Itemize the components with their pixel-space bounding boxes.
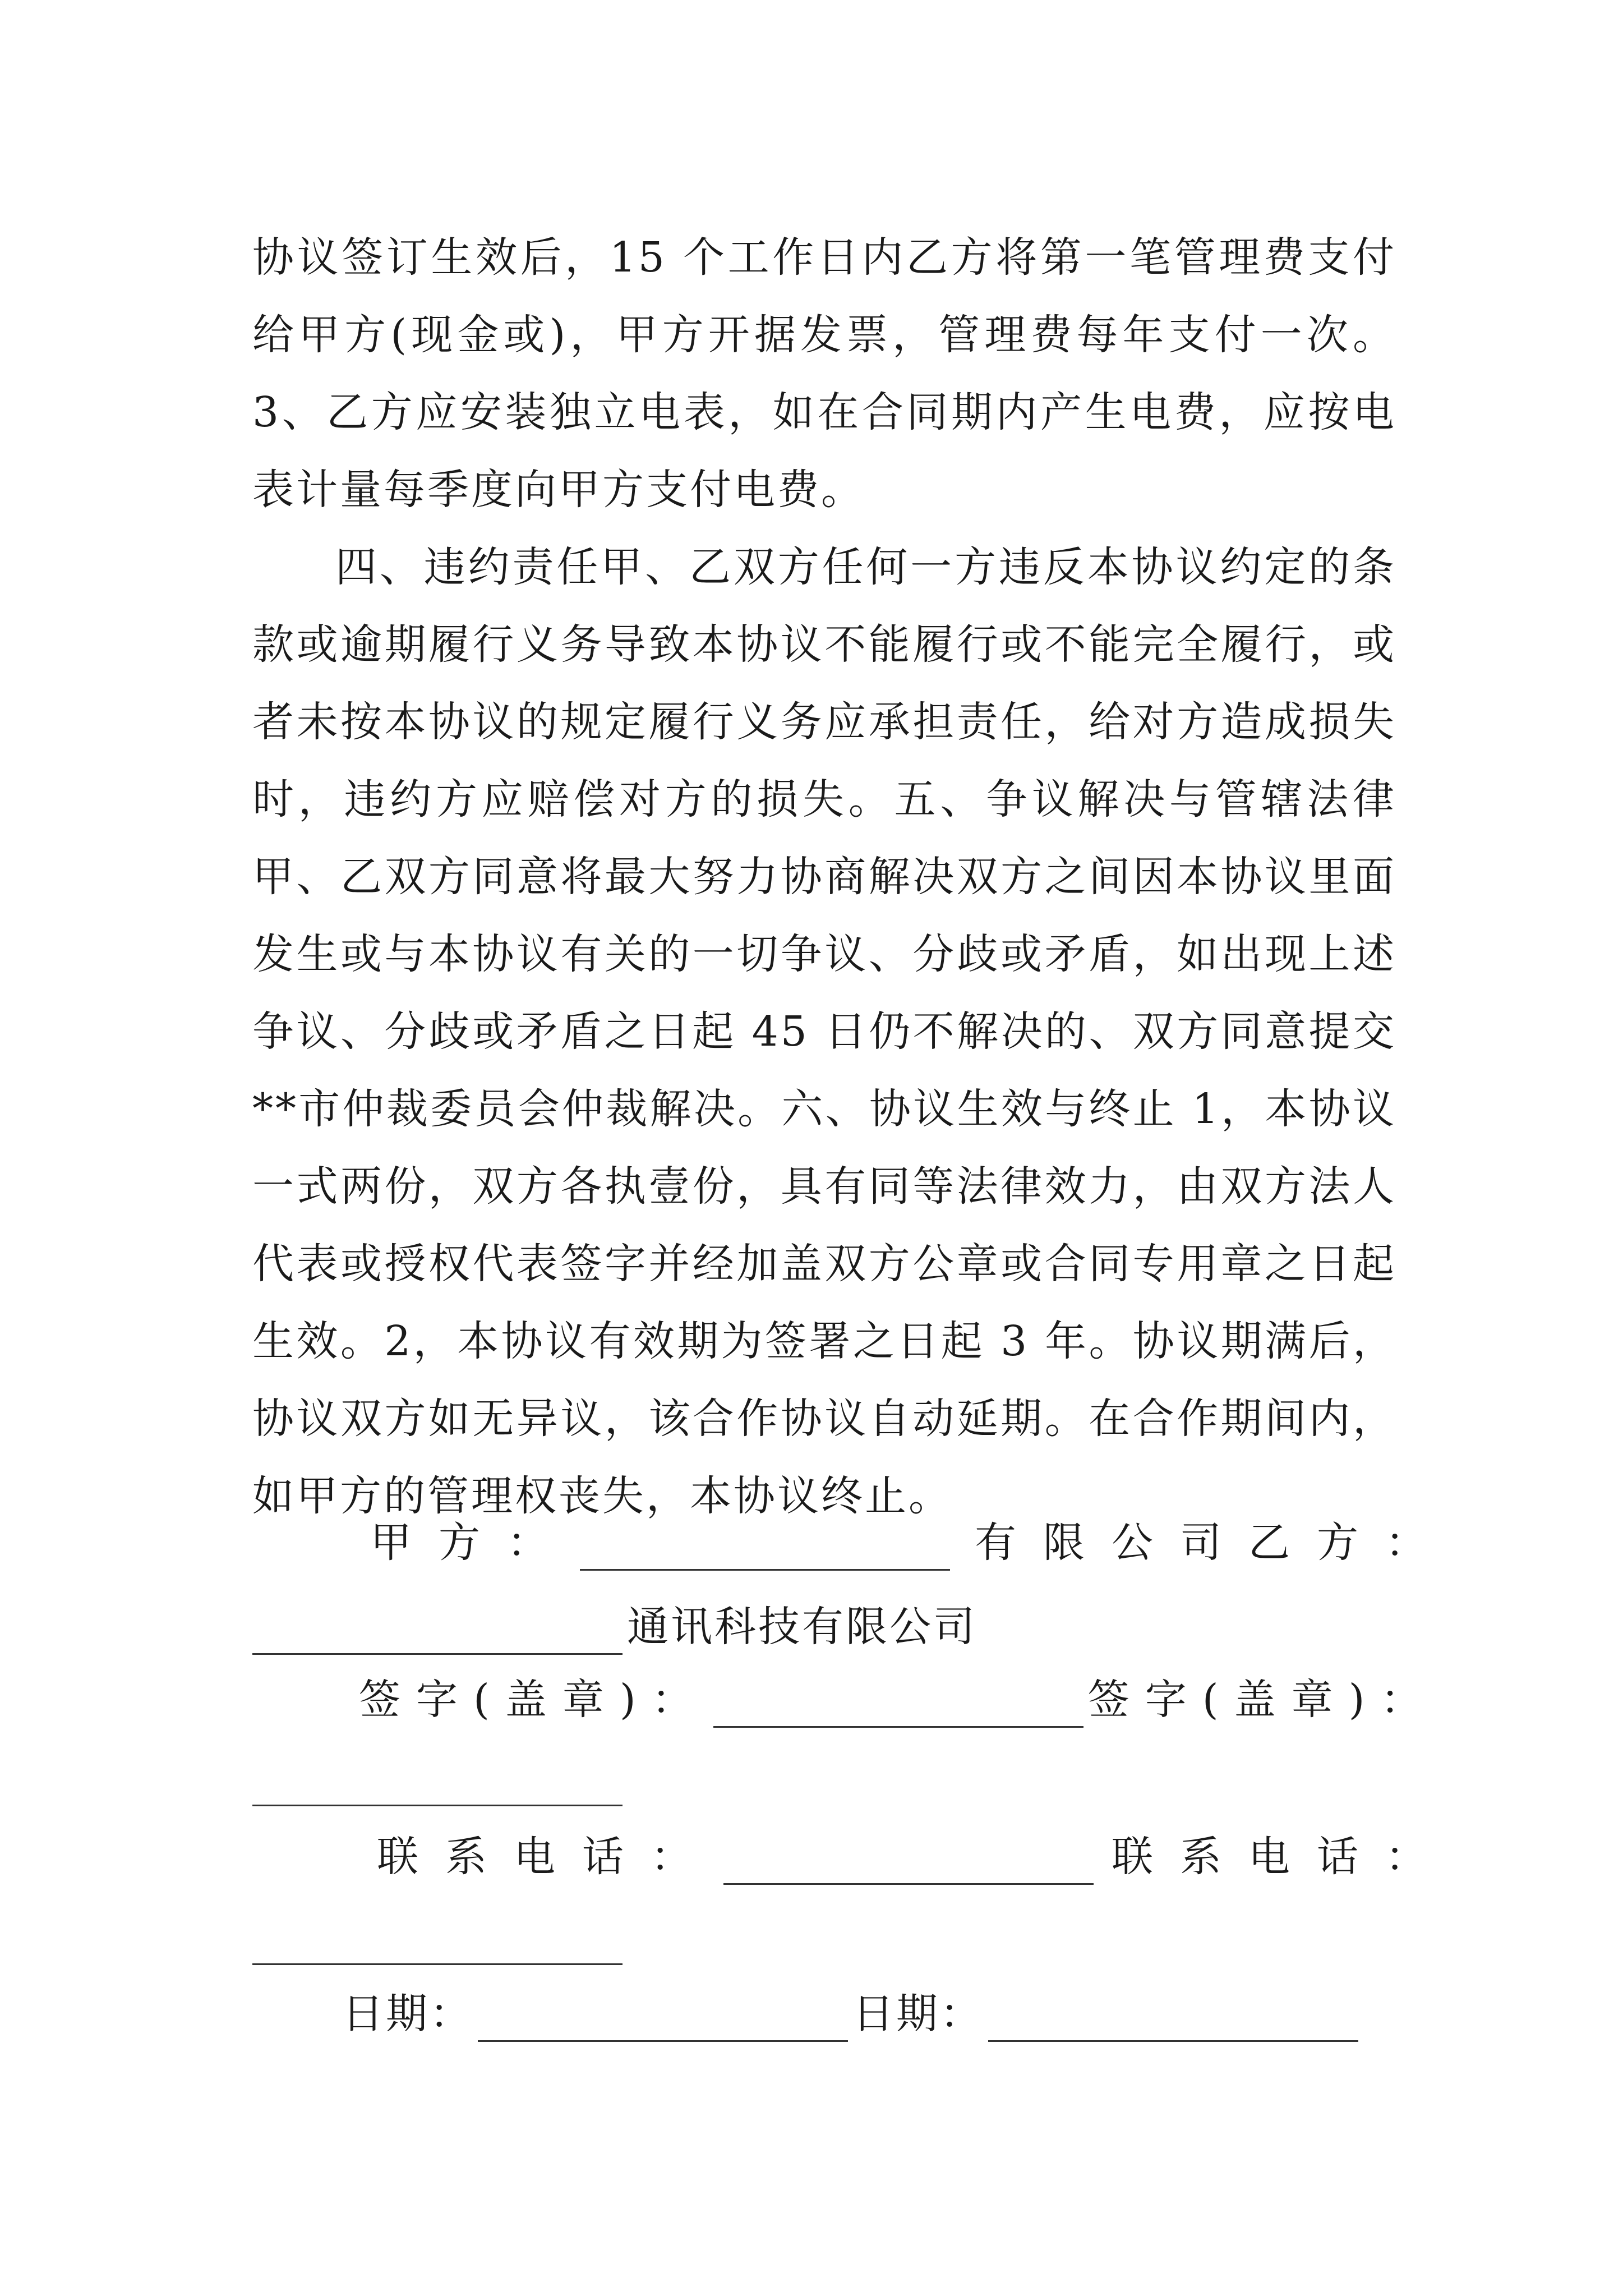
payment-terms-paragraph: 协议签订生效后，15 个工作日内乙方将第一笔管理费支付给甲方(现金或)，甲方开据发票，管理费每年支付一次。3、乙方应安装独立电表，如在合同期内产生电费，应按电表计量每季度向甲方支付电费。	[252, 233, 1396, 514]
sign-label-b: 签字(盖章)：	[1087, 1676, 1438, 1724]
sign-b-blank[interactable]	[252, 1803, 623, 1806]
date-label-b: 日期：	[852, 1990, 984, 2038]
phone-label-a: 联系电话：	[377, 1833, 719, 1881]
date-line	[342, 1986, 1363, 2042]
sign-a-blank[interactable]	[713, 1692, 1083, 1728]
phone-line	[377, 1829, 1454, 1885]
signature-line	[359, 1672, 1438, 1728]
phone-a-blank[interactable]	[723, 1849, 1094, 1885]
party-a-blank[interactable]	[580, 1535, 950, 1571]
party-a-label: 甲方：	[370, 1519, 575, 1567]
date-label-a: 日期：	[342, 1990, 473, 2038]
sign-label-a: 签字(盖章)：	[359, 1676, 709, 1724]
party-b-suffix: 通讯科技有限公司	[627, 1603, 977, 1651]
liability-and-termination-paragraph: 四、违约责任甲、乙双方任何一方违反本协议约定的条款或逾期履行义务导致本协议不能履行或不能完全履行，或者未按本协议的规定履行义务应承担责任，给对方造成损失时，违约方应赔偿对方的损失。五、争议解决与管辖法律甲、乙双方同意将最大努力协商解决双方之间因本协议里面发生或与本协议有关的一切争议、分歧或矛盾，如出现上述争议、分歧或矛盾之日起 45 日仍不解决的、双方同意提交**市仲裁委员会仲裁解决。六、协议生效与终止 1，本协议一式两份，双方各执壹份，具有同等法律效力，由双方法人代表或授权代表签字并经加盖双方公章或合同专用章之日起生效。2，本协议有效期为签署之日起 3 年。协议期满后，协议双方如无异议，该合作协议自动延期。在合作期间内，如甲方的管理权丧失，本协议终止。	[252, 543, 1396, 1520]
party-b-line	[252, 1599, 977, 1655]
party-line	[370, 1515, 1454, 1571]
party-b-label: 乙方：	[1248, 1519, 1454, 1567]
phone-b-blank[interactable]	[252, 1962, 623, 1965]
agreement-body	[252, 219, 1396, 1535]
date-b-blank[interactable]	[988, 2007, 1358, 2042]
party-a-suffix: 有限公司	[975, 1519, 1248, 1567]
date-a-blank[interactable]	[478, 2007, 848, 2042]
phone-label-b: 联系电话：	[1112, 1833, 1454, 1881]
party-b-blank[interactable]	[252, 1619, 623, 1655]
